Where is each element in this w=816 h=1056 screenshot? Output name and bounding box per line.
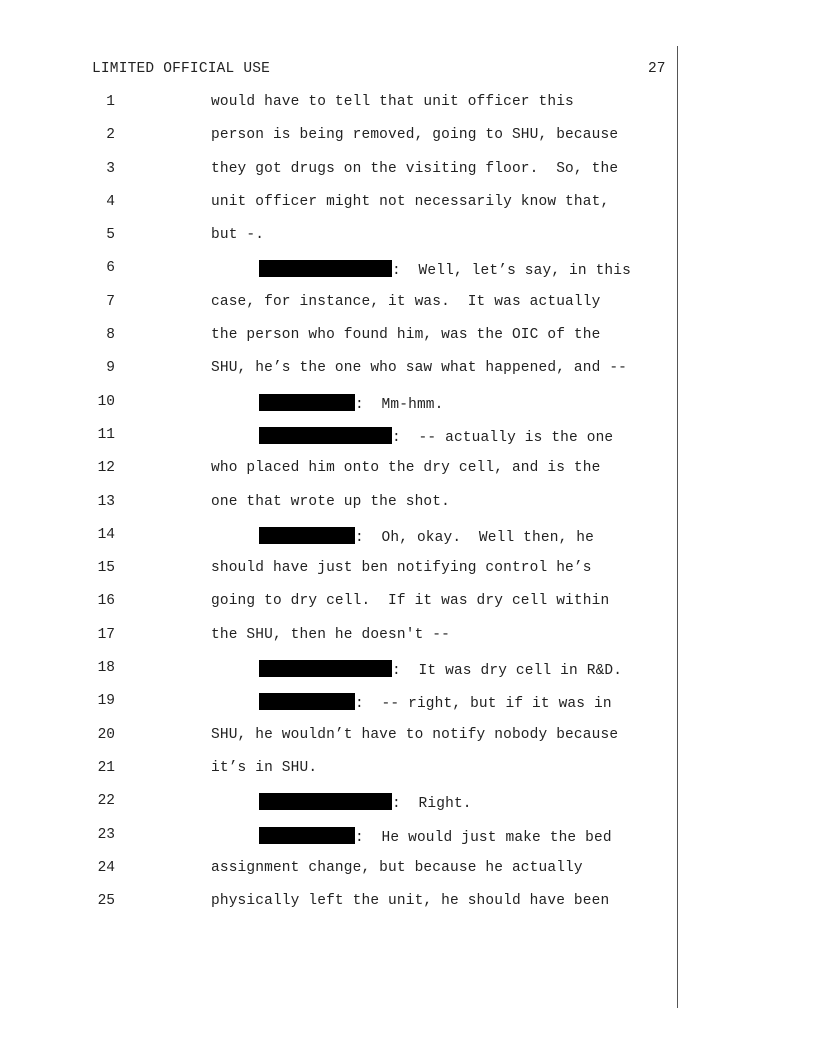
- line-content: the SHU, then he doesn't --: [211, 626, 450, 643]
- transcript-line: [0, 227, 816, 260]
- speaker-redaction: [259, 693, 355, 710]
- transcript-line: [0, 893, 816, 926]
- line-text: [259, 527, 594, 546]
- transcript-line: [0, 194, 816, 227]
- line-number: 4: [106, 193, 115, 210]
- page-number: 27: [648, 61, 666, 77]
- line-content: unit officer might not necessarily know that,: [211, 193, 610, 210]
- line-text: [211, 460, 600, 476]
- transcript-line: [0, 793, 816, 826]
- line-content: : -- right, but if it was in: [355, 696, 612, 713]
- line-content: the person who found him, was the OIC of the: [211, 327, 601, 344]
- line-number: 21: [97, 759, 115, 776]
- line-number: 19: [97, 693, 115, 710]
- transcript-line: [0, 360, 816, 393]
- line-number: 16: [97, 593, 115, 610]
- transcript-line: [0, 294, 816, 327]
- speaker-redaction: [259, 527, 355, 544]
- transcript-line: [0, 593, 816, 626]
- line-content: going to dry cell. If it was dry cell within: [211, 593, 610, 610]
- transcript-line: [0, 560, 816, 593]
- speaker-redaction: [259, 394, 355, 411]
- transcript-line: [0, 127, 816, 160]
- line-number: 15: [97, 560, 115, 577]
- line-number: 22: [97, 793, 115, 810]
- transcript-line: [0, 527, 816, 560]
- line-number: 20: [97, 726, 115, 743]
- line-number: 6: [106, 260, 115, 277]
- transcript-line: [0, 627, 816, 660]
- line-content: SHU, he’s the one who saw what happened, and --: [211, 360, 628, 377]
- line-number: 25: [97, 893, 115, 910]
- line-text: [211, 760, 317, 776]
- transcript-line: [0, 760, 816, 793]
- transcript-line: [0, 427, 816, 460]
- line-text: [211, 327, 600, 343]
- transcript-line: [0, 94, 816, 127]
- line-text: [211, 860, 583, 876]
- line-text: [211, 360, 627, 376]
- line-text: [211, 727, 618, 743]
- line-content: assignment change, but because he actually: [211, 859, 583, 876]
- transcript-line: [0, 394, 816, 427]
- line-number: 14: [97, 526, 115, 543]
- line-content: they got drugs on the visiting floor. So, the: [211, 160, 619, 177]
- line-number: 10: [97, 393, 115, 410]
- line-text: [211, 227, 264, 243]
- line-text: [259, 260, 631, 279]
- line-number: 8: [106, 327, 115, 344]
- transcript-line: [0, 827, 816, 860]
- transcript-line: [0, 460, 816, 493]
- line-content: it’s in SHU.: [211, 759, 318, 776]
- speaker-redaction: [259, 260, 392, 277]
- line-text: [259, 394, 444, 413]
- line-number: 11: [97, 426, 115, 443]
- line-content: physically left the unit, he should have been: [211, 893, 610, 910]
- transcript-line: [0, 161, 816, 194]
- line-content: : Right.: [392, 796, 472, 813]
- classification-header: LIMITED OFFICIAL USE: [92, 61, 271, 77]
- transcript-line: [0, 260, 816, 293]
- line-text: [259, 793, 472, 812]
- line-content: : -- actually is the one: [392, 429, 614, 446]
- line-text: [259, 827, 612, 846]
- line-text: [211, 627, 450, 643]
- transcript-line: [0, 727, 816, 760]
- line-number: 5: [106, 227, 115, 244]
- line-content: : It was dry cell in R&D.: [392, 663, 623, 680]
- line-text: [259, 693, 612, 712]
- line-number: 18: [97, 660, 115, 677]
- line-content: would have to tell that unit officer this: [211, 94, 574, 110]
- line-text: [259, 660, 622, 679]
- line-number: 2: [106, 127, 115, 144]
- speaker-redaction: [259, 660, 392, 677]
- line-content: who placed him onto the dry cell, and is the: [211, 460, 601, 477]
- speaker-redaction: [259, 827, 355, 844]
- line-content: SHU, he wouldn’t have to notify nobody because: [211, 726, 619, 743]
- line-number: 3: [106, 160, 115, 177]
- line-content: case, for instance, it was. It was actually: [211, 293, 601, 310]
- line-content: should have just ben notifying control he’s: [211, 560, 592, 577]
- line-number: 12: [97, 460, 115, 477]
- line-content: person is being removed, going to SHU, because: [211, 127, 619, 144]
- line-number: 13: [97, 493, 115, 510]
- line-text: [211, 94, 574, 110]
- transcript-line: [0, 860, 816, 893]
- line-text: [211, 294, 600, 310]
- transcript-line: [0, 327, 816, 360]
- line-content: : He would just make the bed: [355, 829, 612, 846]
- line-text: [211, 194, 609, 210]
- line-text: [211, 560, 592, 576]
- line-content: : Mm-hmm.: [355, 396, 444, 413]
- speaker-redaction: [259, 793, 392, 810]
- line-number: 24: [97, 859, 115, 876]
- line-number: 17: [97, 626, 115, 643]
- transcript-line: [0, 693, 816, 726]
- line-text: [259, 427, 613, 446]
- speaker-redaction: [259, 427, 392, 444]
- transcript-line: [0, 494, 816, 527]
- transcript-lines: [0, 94, 816, 926]
- line-text: [211, 893, 609, 909]
- line-text: [211, 593, 609, 609]
- line-content: but -.: [211, 227, 265, 244]
- line-content: : Oh, okay. Well then, he: [355, 529, 594, 546]
- line-text: [211, 127, 618, 143]
- line-content: : Well, let’s say, in this: [392, 263, 631, 280]
- line-content: one that wrote up the shot.: [211, 493, 450, 510]
- line-number: 7: [106, 293, 115, 310]
- line-number: 9: [106, 360, 115, 377]
- transcript-line: [0, 660, 816, 693]
- line-number: 1: [106, 94, 115, 110]
- line-text: [211, 161, 618, 177]
- line-text: [211, 494, 450, 510]
- line-number: 23: [97, 826, 115, 843]
